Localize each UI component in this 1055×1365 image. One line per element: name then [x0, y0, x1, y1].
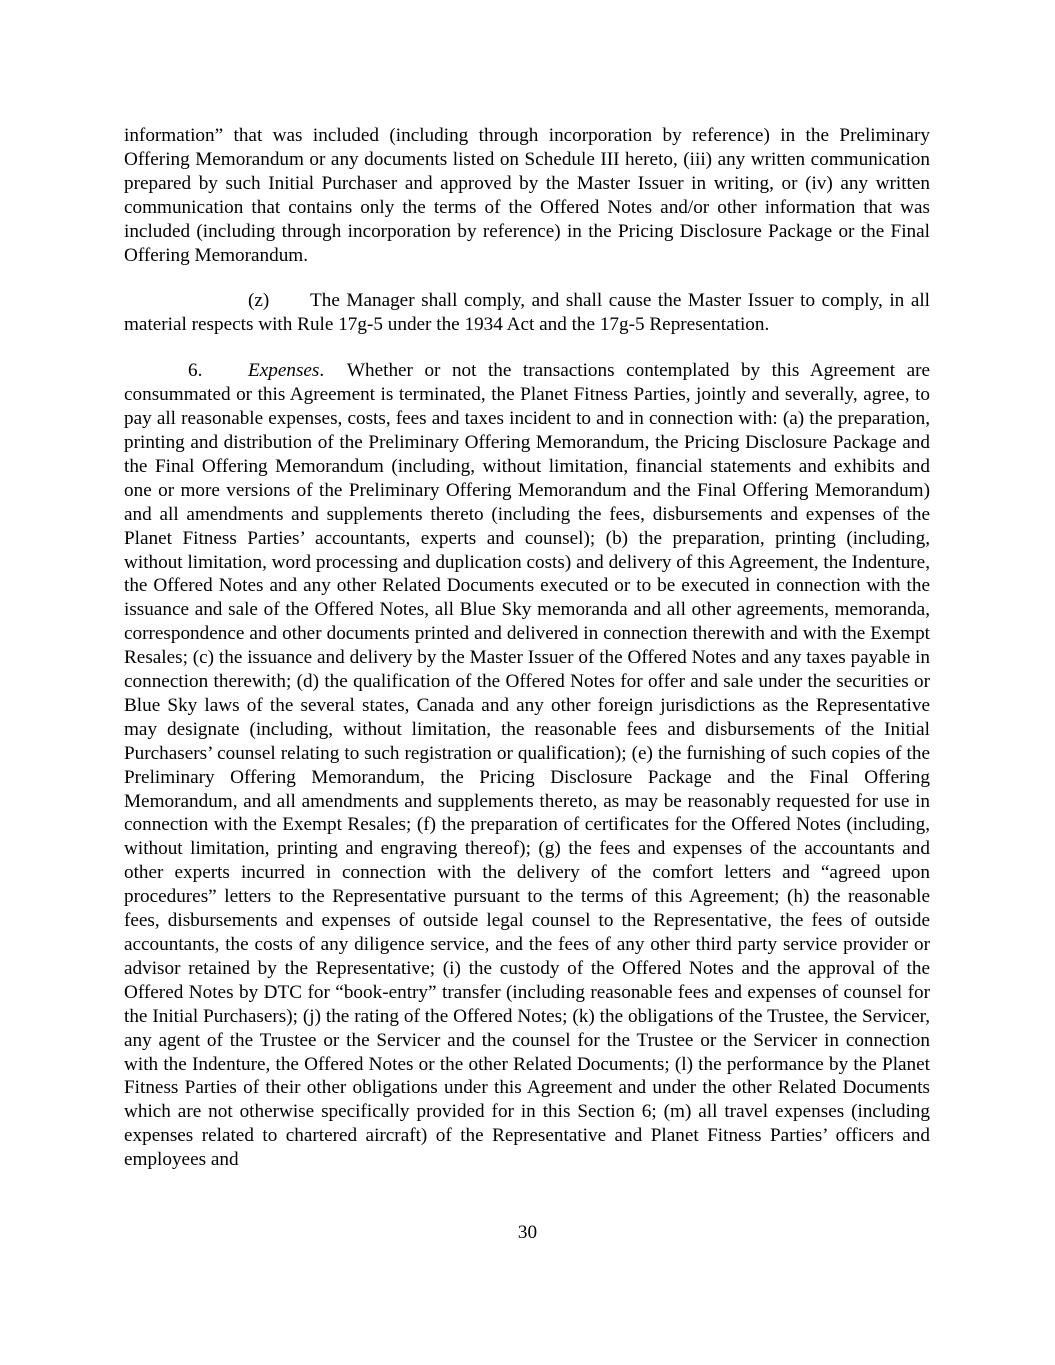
paragraph-z-text: The Manager shall comply, and shall cause the Master Issuer to comply, in all material respects with Rule 17g-5 under the 1934 Act and the 17g-5 Representation.	[124, 290, 930, 336]
document-body	[124, 124, 930, 1172]
section-6-heading: Expenses	[248, 360, 320, 382]
section-6-heading-period: .	[319, 360, 325, 382]
paragraph-z	[124, 289, 930, 337]
paragraph-continuation: information” that was included (including through incorporation by reference) in the Preliminary Offering Memorandum or any documents listed on Schedule III hereto, (iii) any written communication prepared by such Initial Purchaser and approved by the Master Issuer in writing, or (iv) any written communication that contains only the terms of the Offered Notes and/or other information that was included (including through incorporation by reference) in the Pricing Disclosure Package or the Final Offering Memorandum.	[124, 125, 930, 266]
section-6-number: 6.	[188, 360, 203, 382]
page-number: 30	[517, 1222, 538, 1243]
section-6-text: Whether or not the transactions contemplated by this Agreement are consummated or this Agreement is terminated, the Planet Fitness Parties, jointly and severally, agree, to pay all reasonable expenses, costs, fees and taxes incident to and in connection with: (a) the preparation, printing and distribution of the Preliminary Offering Memorandum, the Pricing Disclosure Package and the Final Offering Memorandum (including, without limitation, financial statements and exhibits and one or more versions of the Preliminary Offering Memorandum and the Final Offering Memorandum) and all amendments and supplements thereto (including the fees, disbursements and expenses of the Planet Fitness Parties’ accountants, experts and counsel); (b) the preparation, printing (including, without limitation, word processing and duplication costs) and delivery of this Agreement, the Indenture, the Offered Notes and any other Related Documents executed or to be executed in connection with the issuance and sale of the Offered Notes, all Blue Sky memoranda and all other agreements, memoranda, correspondence and other documents printed and delivered in connection therewith and with the Exempt Resales; (c) the issuance and delivery by the Master Issuer of the Offered Notes and any taxes payable in connection therewith; (d) the qualification of the Offered Notes for offer and sale under the securities or Blue Sky laws of the several states, Canada and any other foreign jurisdictions as the Representative may designate (including, without limitation, the reasonable fees and disbursements of the Initial Purchasers’ counsel relating to such registration or qualification); (e) the furnishing of such copies of the Preliminary Offering Memorandum, the Pricing Disclosure Package and the Final Offering Memorandum, and all amendments and supplements thereto, as may be reasonably requested for use in connection with the Exempt Resales; (f) the preparation of certificates for the Offered Notes (including, without limitation, printing and engraving thereof); (g) the fees and expenses of the accountants and other experts incurred in connection with the delivery of the comfort letters and “agreed upon procedures” letters to the Representative pursuant to the terms of this Agreement; (h) the reasonable fees, disbursements and expenses of outside legal counsel to the Representative, the fees of outside accountants, the costs of any diligence service, and the fees of any other third party service provider or advisor retained by the Representative; (i) the custody of the Offered Notes and the approval of the Offered Notes by DTC for “book-entry” transfer (including reasonable fees and expenses of counsel for the Initial Purchasers); (j) the rating of the Offered Notes; (k) the obligations of the Trustee, the Servicer, any agent of the Trustee or the Servicer and the counsel for the Trustee or the Servicer in connection with the Indenture, the Offered Notes or the other Related Documents; (l) the performance by the Planet Fitness Parties of their other obligations under this Agreement and under the other Related Documents which are not otherwise specifically provided for in this Section 6; (m) all travel expenses (including expenses related to chartered aircraft) of the Representative and Planet Fitness Parties’ officers and employees and	[124, 360, 931, 1171]
section-6-paragraph	[124, 359, 930, 1172]
paragraph-z-marker: (z)	[248, 290, 270, 312]
